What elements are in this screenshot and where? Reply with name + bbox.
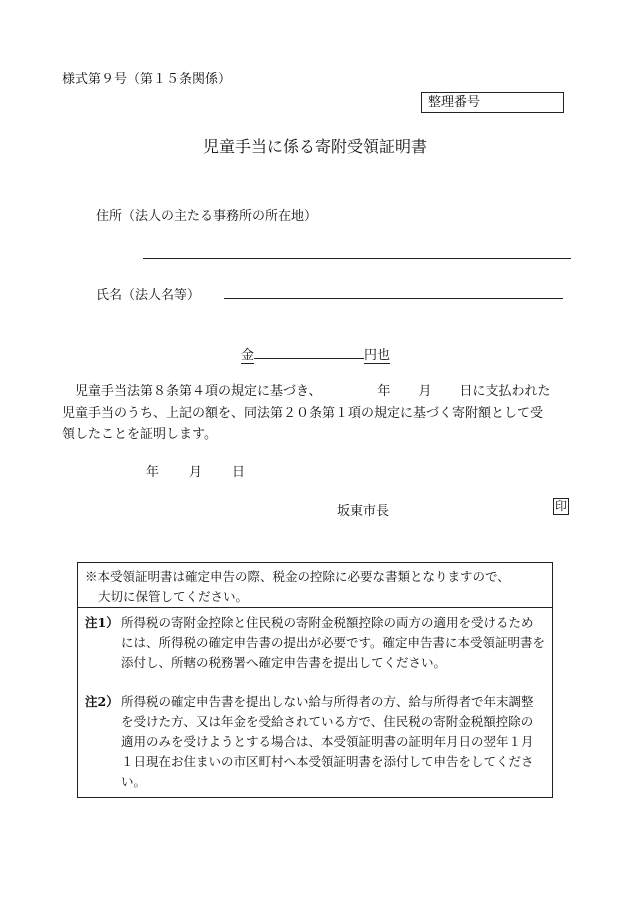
date-month: 月 — [189, 465, 203, 480]
issuer-name: 坂東市長 — [337, 504, 390, 519]
body-month: 月 — [418, 384, 432, 399]
seal-stamp: 印 — [554, 499, 567, 513]
notice-box — [77, 562, 553, 798]
note-1 — [85, 613, 545, 673]
reference-number-label: 整理番号 — [428, 95, 481, 110]
note-1-text: 所得税の寄附金控除と住民税の寄附金税額控除の両方の適用を受けるためには、所得税の確定申告書の提出が必要です。確定申告書に本受領証明書を添付し、所轄の税務署へ確定申告書を提出してください。 — [121, 615, 546, 670]
body-part1: 児童手当法第８条第４項の規定に基づき、 — [75, 384, 322, 399]
address-label: 住所（法人の主たる事務所の所在地） — [96, 209, 318, 224]
body-day-text: 日に支払われた — [459, 384, 551, 399]
certification-text — [62, 381, 582, 446]
date-year: 年 — [146, 465, 160, 480]
body-line2: 児童手当のうち、上記の額を、同法第２０条第１項の規定に基づく寄附額として受 — [62, 405, 544, 421]
name-label: 氏名（法人名等） — [96, 288, 201, 303]
body-line3: 領したことを証明します。 — [62, 427, 217, 442]
note-1-label: 注1） — [85, 615, 119, 630]
address-underline — [143, 258, 571, 259]
notice-main — [78, 563, 552, 608]
form-number: 様式第９号（第１５条関係） — [62, 72, 232, 87]
notice-main-line2: 大切に保管してください。 — [98, 589, 249, 604]
amount-blank — [254, 358, 364, 359]
name-underline — [224, 298, 563, 299]
body-year: 年 — [377, 384, 391, 399]
issue-date-row — [146, 461, 245, 480]
amount-suffix: 円也 — [364, 344, 390, 364]
amount-row — [241, 344, 390, 364]
notice-main-line1: ※本受領証明書は確定申告の際、税金の控除に必要な書類となりますので、 — [85, 569, 510, 584]
reference-number-box — [421, 92, 564, 113]
note-2 — [85, 692, 545, 792]
note-2-label: 注2） — [85, 694, 119, 709]
date-day: 日 — [232, 465, 246, 480]
amount-prefix: 金 — [241, 344, 254, 364]
note-2-text: 所得税の確定申告書を提出しない給与所得者の方、給与所得者で年末調整を受けた方、又は年金を受給されている方で、住民税の寄附金税額控除の適用のみを受けようとする場合は、本受領証明書の証明年月日の翌年１月１日現在お住まいの市区町村へ本受領証明書を添付して申告をしてください。 — [121, 694, 534, 789]
document-title: 児童手当に係る寄附受領証明書 — [202, 137, 427, 156]
